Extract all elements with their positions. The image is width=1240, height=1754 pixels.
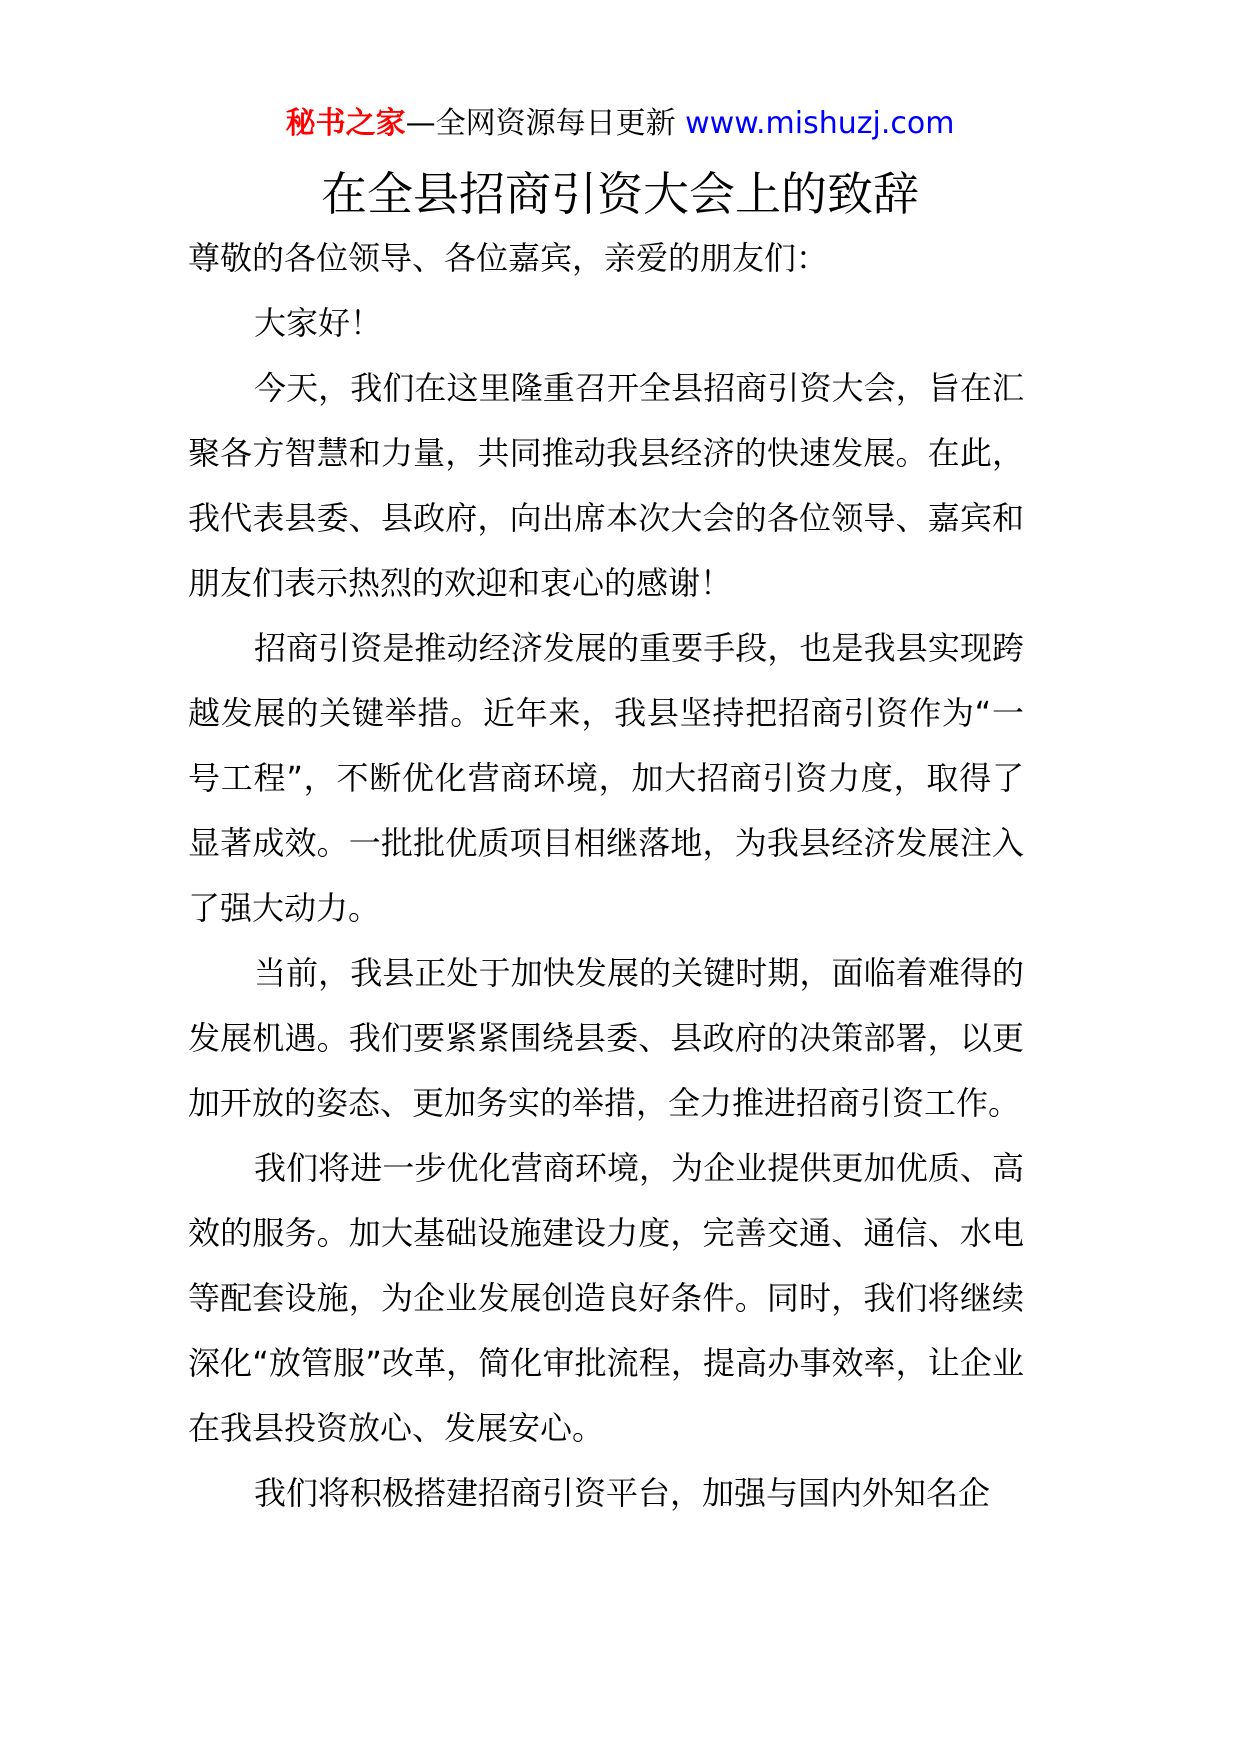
site-url-link[interactable]: www.mishuzj.com (685, 106, 955, 141)
paragraph: 今天，我们在这里隆重召开全县招商引资大会，旨在汇聚各方智慧和力量，共同推动我县经济的快速发展。在此，我代表县委、县政府，向出席本次大会的各位领导、嘉宾和朋友们表示热烈的欢迎和衷心的感谢！ (188, 369, 1024, 602)
salutation: 尊敬的各位领导、各位嘉宾，亲爱的朋友们： (188, 239, 829, 277)
site-header (0, 100, 1240, 148)
header-tagline: —全网资源每日更新 (405, 106, 686, 141)
paragraph: 我们将积极搭建招商引资平台，加强与国内外知名企 (254, 1474, 991, 1512)
paragraph: 大家好！ (254, 304, 383, 342)
brand-name: 秘书之家 (285, 106, 406, 141)
document-title: 在全县招商引资大会上的致辞 (321, 167, 919, 221)
paragraph: 招商引资是推动经济发展的重要手段，也是我县实现跨越发展的关键举措。近年来，我县坚持把招商引资作为“一号工程”，不断优化营商环境，加大招商引资力度，取得了显著成效。一批批优质项目相继落地，为我县经济发展注入了强大动力。 (188, 629, 1024, 927)
document-body (188, 226, 1024, 1526)
paragraph: 我们将进一步优化营商环境，为企业提供更加优质、高效的服务。加大基础设施建设力度，完善交通、通信、水电等配套设施，为企业发展创造良好条件。同时，我们将继续深化“放管服”改革，简化审批流程，提高办事效率，让企业在我县投资放心、发展安心。 (188, 1149, 1024, 1447)
paragraph: 当前，我县正处于加快发展的关键时期，面临着难得的发展机遇。我们要紧紧围绕县委、县政府的决策部署，以更加开放的姿态、更加务实的举措，全力推进招商引资工作。 (188, 954, 1024, 1122)
